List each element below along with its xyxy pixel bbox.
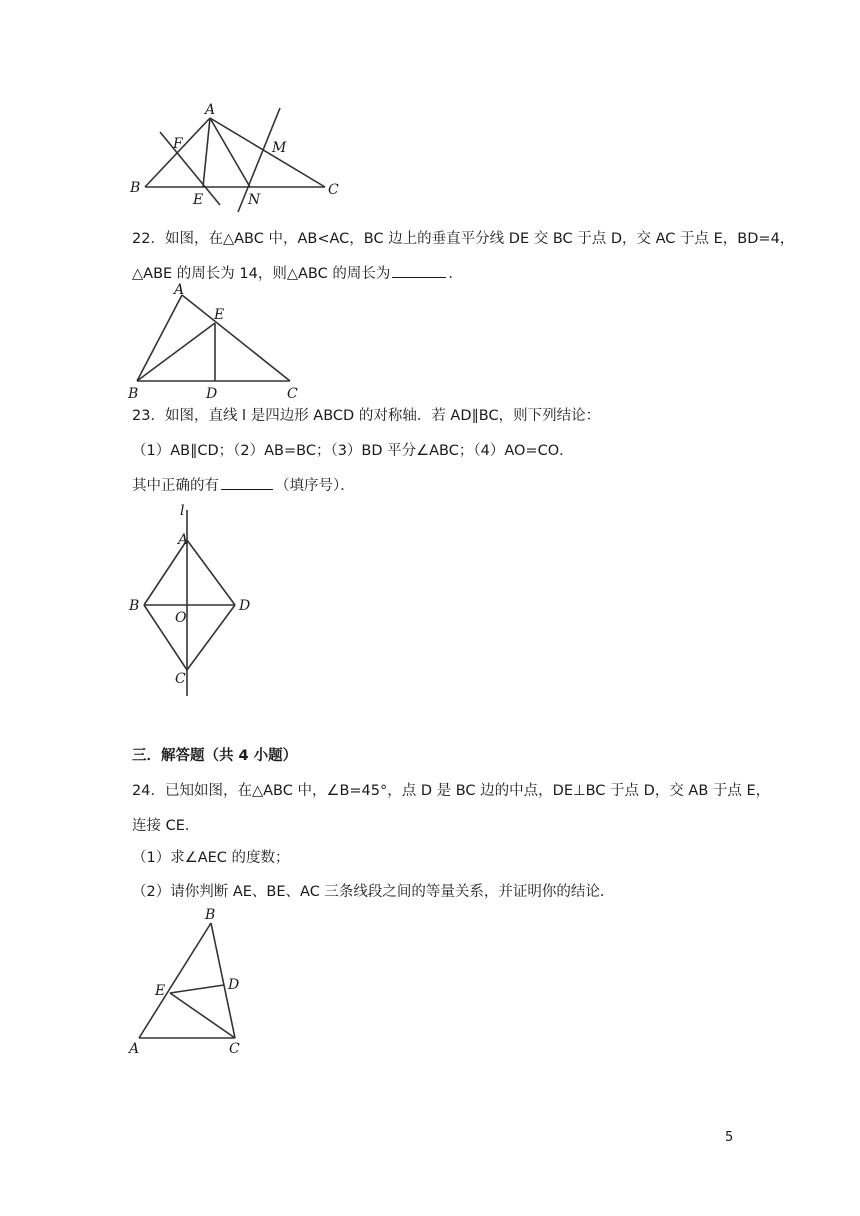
line-fe	[160, 132, 220, 205]
figure-q23	[125, 500, 265, 700]
label-n: N	[248, 192, 261, 208]
label-b: B	[129, 598, 140, 614]
q23-line1: 23．如图，直线 l 是四边形 ABCD 的对称轴．若 AD∥BC，则下列结论：	[132, 408, 601, 424]
segment-be	[137, 323, 215, 381]
label-l: l	[180, 503, 185, 519]
label-c: C	[328, 182, 339, 198]
label-o: O	[175, 610, 187, 626]
segment-ab	[137, 295, 182, 381]
answer-blank-q23[interactable]	[221, 477, 273, 490]
label-a: A	[178, 532, 189, 548]
q24-line1: 24．已知如图，在△ABC 中，∠B=45°，点 D 是 BC 边的中点，DE⊥BC 于点 D，交 AB 于点 E，	[132, 783, 771, 799]
q24-sub1: （1）求∠AEC 的度数；	[132, 850, 290, 866]
q24-sub2: （2）请你判断 AE、BE、AC 三条线段之间的等量关系，并证明你的结论．	[132, 884, 615, 900]
label-e: E	[155, 983, 166, 999]
label-c: C	[287, 386, 298, 402]
segment-ab	[139, 923, 211, 1038]
label-c: C	[175, 671, 186, 687]
q24-line2: 连接 CE．	[132, 818, 200, 834]
q23-line3-text: 其中正确的有	[132, 478, 219, 494]
answer-blank-q22[interactable]	[392, 265, 446, 278]
segment-ec	[170, 993, 235, 1038]
segment-ae	[203, 118, 210, 187]
section-title: 三．解答题（共 4 小题）	[132, 748, 298, 764]
q22-line2-text: △ABE 的周长为 14，则△ABC 的周长为	[132, 266, 391, 282]
segment-ac	[182, 295, 290, 381]
label-c: C	[229, 1041, 240, 1057]
label-e: E	[214, 307, 225, 323]
label-m: M	[272, 140, 287, 156]
label-d: D	[228, 977, 240, 993]
figure-q21	[120, 100, 360, 215]
label-e: E	[193, 192, 204, 208]
label-b: B	[128, 386, 139, 402]
q23-line2: （1）AB∥CD；（2）AB=BC；（3）BD 平分∠ABC；（4）AO=CO．	[132, 443, 574, 459]
label-b: B	[130, 180, 141, 196]
segment-ab	[144, 540, 187, 605]
label-f: F	[173, 136, 183, 152]
label-a: A	[174, 282, 185, 298]
q22-line1: 22．如图，在△ABC 中，AB<AC，BC 边上的垂直平分线 DE 交 BC 于点 D，交 AC 于点 E，BD=4，	[132, 231, 795, 247]
label-a: A	[129, 1041, 140, 1057]
q22-line2-end: ．	[448, 266, 463, 282]
q23-line3	[132, 474, 355, 495]
segment-ac	[210, 118, 325, 187]
figure-q24	[125, 905, 255, 1060]
page-number: 5	[725, 1130, 734, 1145]
label-d: D	[239, 598, 251, 614]
label-b: B	[205, 907, 216, 923]
label-d: D	[206, 386, 218, 402]
segment-dc	[187, 605, 235, 670]
segment-ed	[170, 985, 224, 993]
segment-an	[210, 118, 250, 187]
figure-q22	[122, 280, 312, 402]
label-a: A	[205, 102, 216, 118]
q23-line3-end: （填序号）．	[275, 478, 355, 494]
segment-ad	[187, 540, 235, 605]
